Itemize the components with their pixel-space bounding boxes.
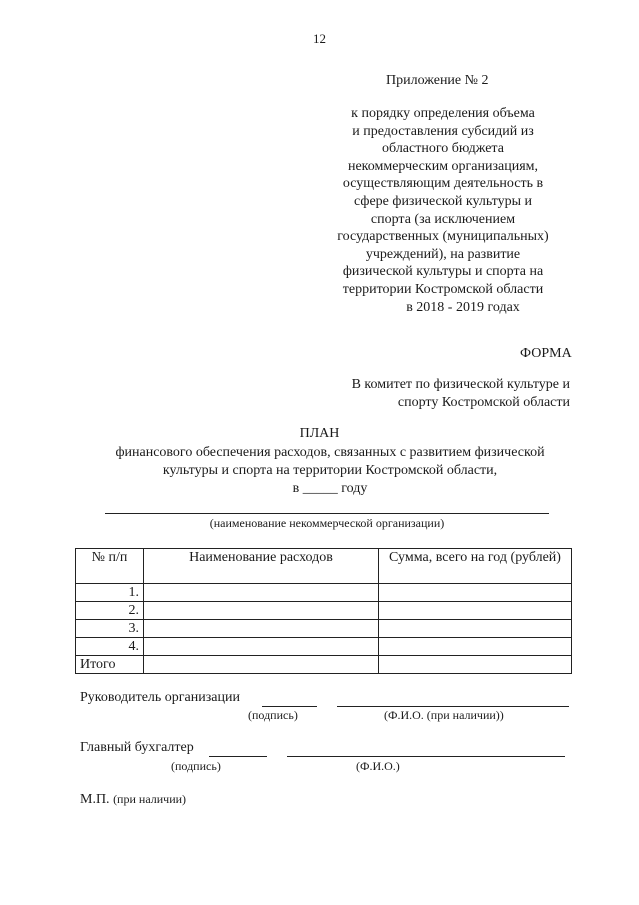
table-header-row	[76, 549, 572, 584]
total-name-cell[interactable]	[144, 656, 379, 674]
appendix-line: спорта (за исключением	[370, 211, 516, 227]
organization-name-caption: (наименование некоммерческой организации)	[209, 516, 445, 530]
row-number: 4.	[76, 638, 144, 656]
organization-name-line	[105, 513, 549, 514]
appendix-line: и предоставления субсидий из	[352, 123, 534, 139]
appendix-line: осуществляющим деятельность в	[342, 176, 544, 192]
row-number: 1.	[76, 584, 144, 602]
accountant-label: Главный бухгалтер	[80, 740, 194, 755]
expense-name-cell[interactable]	[144, 602, 379, 620]
plan-subtitle-line: культуры и спорта на территории Костромской области,	[162, 463, 498, 478]
addressee	[310, 376, 570, 412]
accountant-signature-caption: (подпись)	[171, 759, 221, 773]
plan-subtitle-line: финансового обеспечения расходов, связанных с развитием физической	[115, 445, 545, 460]
addressee-line: В комитет по физической культуре и	[351, 377, 570, 392]
addressee-line: спорту Костромской области	[397, 395, 570, 410]
plan-year-line: в _____ году	[292, 481, 368, 496]
head-signature-caption: (подпись)	[248, 708, 298, 722]
amount-cell[interactable]	[379, 602, 572, 620]
appendix-line: физической культуры и спорта на	[342, 264, 544, 280]
stamp-note: (при наличии)	[113, 792, 187, 806]
appendix-line: государственных (муниципальных)	[337, 229, 549, 245]
appendix-title: Приложение № 2	[386, 73, 489, 88]
table-row	[76, 620, 572, 638]
stamp-block	[80, 792, 186, 808]
amount-cell[interactable]	[379, 620, 572, 638]
appendix-line: к порядку определения объема	[351, 106, 535, 121]
appendix-line: областного бюджета	[382, 141, 504, 157]
appendix-line: учреждений), на развитие	[365, 246, 521, 262]
stamp-label: М.П.	[80, 792, 110, 807]
head-signature-line[interactable]	[262, 706, 317, 707]
table-total-row	[76, 656, 572, 674]
page-number: 12	[313, 31, 326, 46]
plan-title: ПЛАН	[299, 426, 340, 441]
table-row	[76, 584, 572, 602]
appendix-line: сфере физической культуры и	[353, 193, 533, 209]
total-label: Итого	[76, 656, 144, 674]
table-row	[76, 638, 572, 656]
column-header-number: № п/п	[76, 549, 144, 584]
column-header-amount: Сумма, всего на год (рублей)	[379, 549, 572, 584]
expense-name-cell[interactable]	[144, 638, 379, 656]
head-label: Руководитель организации	[80, 690, 240, 705]
total-amount-cell[interactable]	[379, 656, 572, 674]
row-number: 2.	[76, 602, 144, 620]
form-label: ФОРМА	[520, 346, 572, 361]
appendix-line: некоммерческим организациям,	[347, 158, 539, 174]
amount-cell[interactable]	[379, 584, 572, 602]
accountant-name-line[interactable]	[287, 756, 565, 757]
row-number: 3.	[76, 620, 144, 638]
amount-cell[interactable]	[379, 638, 572, 656]
column-header-expense-name: Наименование расходов	[144, 549, 379, 584]
appendix-line: территории Костромской области	[342, 281, 544, 297]
expenses-table	[75, 548, 572, 674]
expense-name-cell[interactable]	[144, 584, 379, 602]
table-row	[76, 602, 572, 620]
accountant-signature-line[interactable]	[209, 756, 267, 757]
appendix-description	[318, 105, 568, 316]
head-name-caption: (Ф.И.О. (при наличии))	[384, 708, 504, 722]
expense-name-cell[interactable]	[144, 620, 379, 638]
plan-subtitle	[60, 444, 600, 498]
appendix-line: в 2018 - 2019 годах	[406, 299, 520, 315]
head-name-line[interactable]	[337, 706, 569, 707]
accountant-name-caption: (Ф.И.О.)	[356, 759, 400, 773]
